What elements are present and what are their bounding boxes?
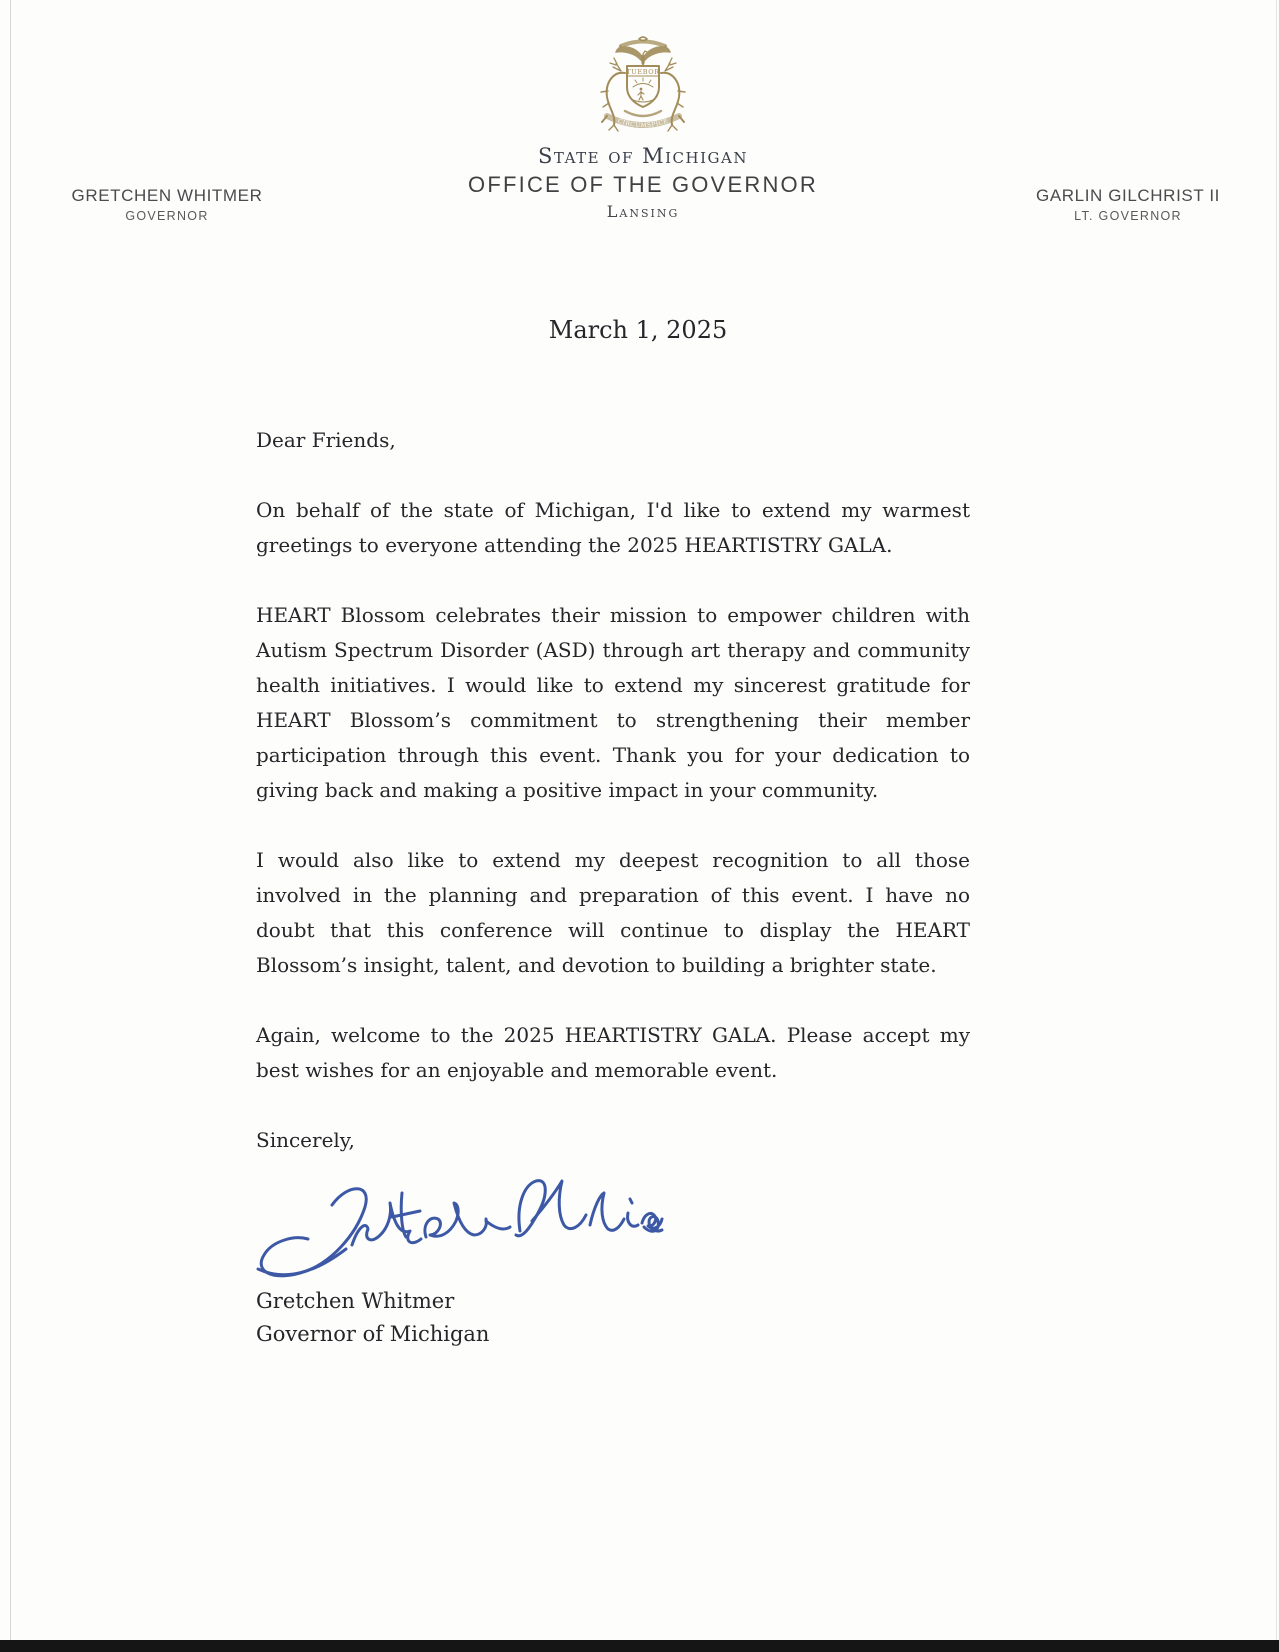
letter-date: March 1, 2025 <box>548 316 728 344</box>
signature-ink <box>248 1169 664 1291</box>
lt-governor-block <box>1018 185 1238 224</box>
signer-block <box>256 1285 489 1351</box>
governor-title: GOVERNOR <box>125 209 209 223</box>
seal-banner-motto: CIRCUMSPICE <box>616 117 670 130</box>
salutation: Dear Friends, <box>256 428 396 452</box>
org-city-line: Lansing <box>606 202 680 221</box>
svg-text:CIRCUMSPICE <box>617 118 669 129</box>
letter-body <box>256 423 970 1403</box>
right-edge-line <box>1276 0 1277 1640</box>
governor-block <box>57 185 277 224</box>
paragraph-4: Again, welcome to the 2025 HEARTISTRY GALA. Please accept my best wishes for an enjoyable and memorable event. <box>256 1023 970 1082</box>
paragraph-1: On behalf of the state of Michigan, I'd like to extend my warmest greetings to everyone attending the 2025 HEARTISTRY GALA. <box>256 498 970 557</box>
scan-bottom-bar <box>0 1640 1279 1652</box>
paragraph-2: HEART Blossom celebrates their mission to empower children with Autism Spectrum Disorder (ASD) through art therapy and community health initiatives. I would like to extend my sincerest gratitude for HEART Blossom’s commitment to strengthening their member participation through this event. Thank you for your dedication to giving back and making a positive impact in your community. <box>256 603 970 802</box>
lt-governor-title: LT. GOVERNOR <box>1074 209 1182 223</box>
org-office-line: OFFICE OF THE GOVERNOR <box>468 172 818 197</box>
paragraph-3: I would also like to extend my deepest recognition to all those involved in the planning and preparation of this event. I have no doubt that this conference will continue to display the HEART Blossom’s insight, talent, and devotion to building a brighter state. <box>256 848 970 977</box>
org-state-line: State of Michigan <box>538 144 748 168</box>
governor-name: GRETCHEN WHITMER <box>71 186 263 205</box>
signer-title: Governor of Michigan <box>256 1322 490 1346</box>
closing: Sincerely, <box>256 1128 355 1152</box>
signer-name: Gretchen Whitmer <box>256 1289 455 1313</box>
state-seal-icon <box>591 30 695 136</box>
seal-shield-motto: TUEBOR <box>626 68 660 76</box>
left-edge-line <box>10 0 11 1640</box>
lt-governor-name: GARLIN GILCHRIST II <box>1036 186 1220 205</box>
